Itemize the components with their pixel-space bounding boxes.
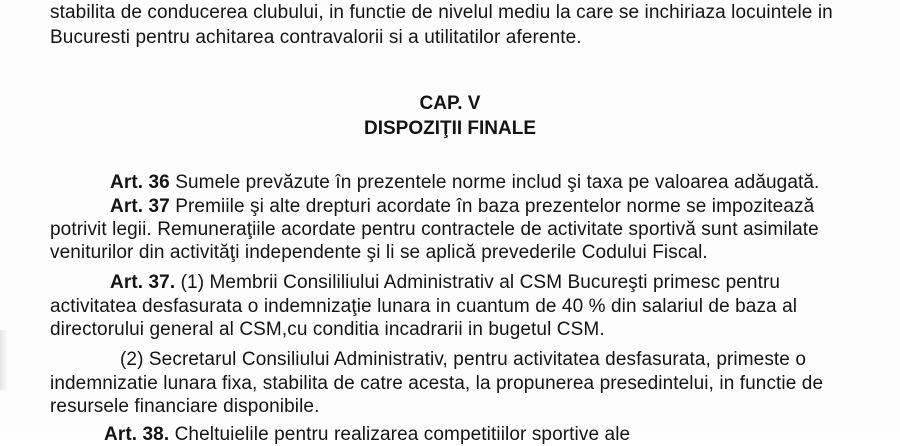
- article-text: (1) Membrii Consililiului Administrativ al CSM Bucureşti primesc pentru: [175, 272, 781, 293]
- chapter-title: DISPOZIŢII FINALE: [363, 118, 537, 139]
- paragraph-2: (2) Secretarul Consiliului Administrativ, pentru activitatea desfasurata, primeste o: [120, 349, 807, 370]
- text-line: directorului general al CSM,cu conditia incadrarii in bugetul CSM.: [50, 319, 605, 340]
- article-37: [110, 196, 814, 218]
- text-line: Bucuresti pentru achitarea contravalorii si a utilitatilor aferente.: [50, 27, 582, 48]
- text-line: indemnizatie lunara fixa, stabilita de catre acesta, la propunerea presedintelui, in functie de: [50, 373, 824, 394]
- article-text: Sumele prevăzute în prezentele norme includ şi taxa pe valoarea adăugată.: [169, 172, 820, 193]
- text-line: stabilita de conducerea clubului, in functie de nivelul mediu la care se inchiriaza locuintele in: [50, 2, 833, 23]
- text-line: activitatea desfasurata o indemnizaţie lunara in cuantum de 40 % din salariul de baza al: [50, 296, 798, 317]
- article-37-1: [110, 272, 780, 294]
- article-38: [104, 424, 630, 446]
- article-text: Cheltuielile pentru realizarea competitiilor sportive ale: [169, 424, 631, 445]
- text-line: resursele financiare disponibile.: [50, 396, 320, 417]
- article-label: Art. 37.: [110, 272, 176, 293]
- article-text: Premiile şi alte drepturi acordate în baza prezentelor norme se impozitează: [169, 196, 815, 217]
- chapter-number: CAP. V: [419, 93, 481, 114]
- scan-shadow: [0, 330, 8, 390]
- article-label: Art. 38.: [104, 424, 170, 445]
- text-line: potrivit legii. Remuneraţiile acordate pentru contractele de activitate sportivă sunt asimilate: [50, 219, 819, 240]
- article-label: Art. 36: [110, 172, 170, 193]
- text-line: veniturilor din activităţi independente şi li se aplică prevederile Codului Fiscal.: [50, 242, 708, 263]
- article-label: Art. 37: [110, 196, 170, 217]
- article-36: [110, 172, 819, 194]
